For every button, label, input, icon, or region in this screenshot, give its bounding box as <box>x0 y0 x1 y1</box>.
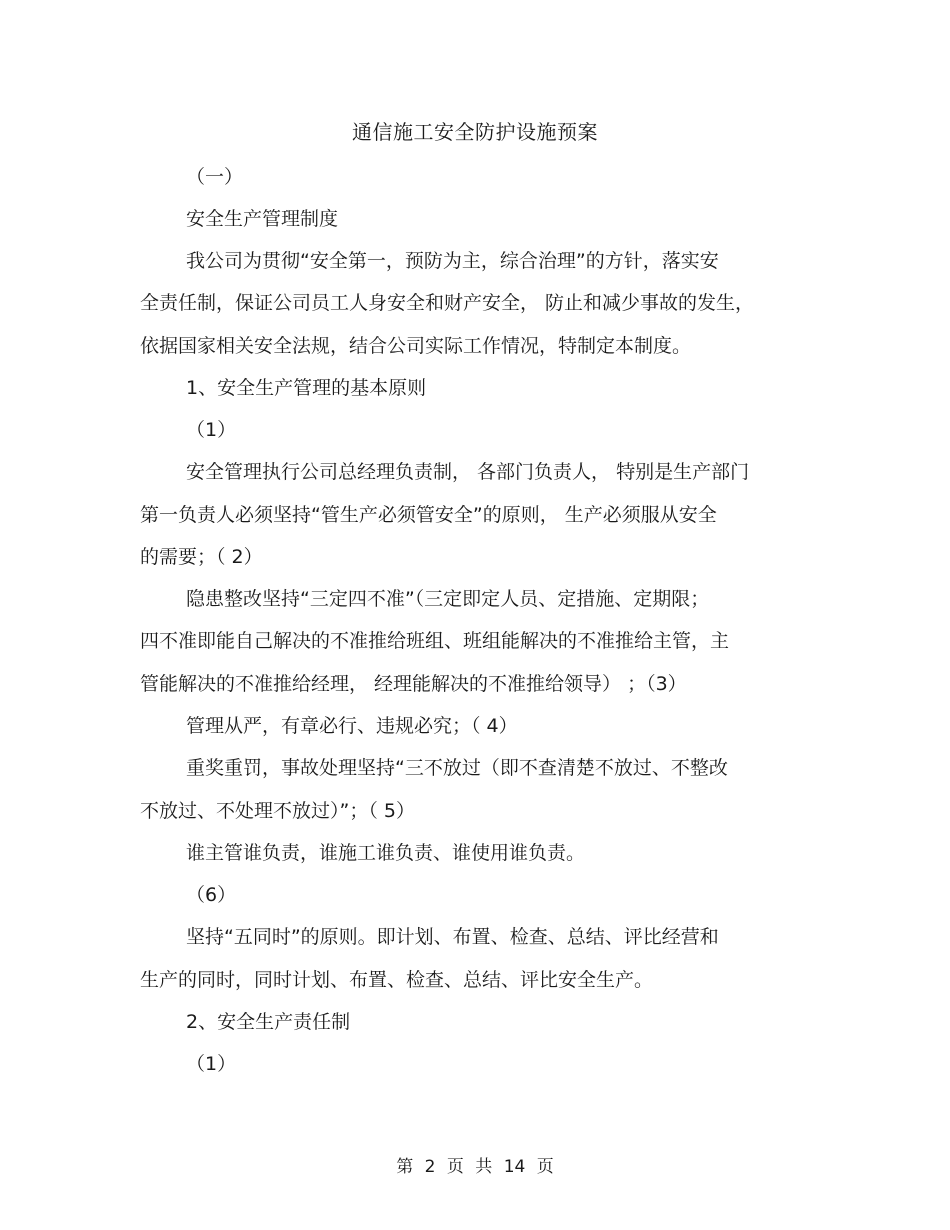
page-number-footer: 第 2 页 共 14 页 <box>396 1157 554 1177</box>
body-line: 的需要；（ 2） <box>140 546 263 568</box>
page-title: 通信施工安全防护设施预案 <box>352 120 598 144</box>
body-line: 四不准即能自己解决的不准推给班组、班组能解决的不准推给主管，主 <box>140 630 730 652</box>
body-line: 重奖重罚，事故处理坚持“三不放过（即不查清楚不放过、不整改 <box>186 757 728 779</box>
body-line: 第一负责人必须坚持“管生产必须管安全”的原则， 生产必须服从安全 <box>140 504 717 526</box>
body-line: （1） <box>186 419 237 441</box>
body-line: 生产的同时，同时计划、布置、检查、总结、评比安全生产。 <box>140 969 654 991</box>
body-line: （一） <box>186 166 244 188</box>
body-line: 不放过、不处理不放过）”；（ 5） <box>140 800 415 822</box>
body-line: 安全生产管理制度 <box>186 208 339 230</box>
body-line: 坚持“五同时”的原则。即计划、布置、检查、总结、评比经营和 <box>186 926 719 948</box>
body-line: 依据国家相关安全法规，结合公司实际工作情况，特制定本制度。 <box>140 335 692 357</box>
body-line: 管理从严，有章必行、违规必究；（ 4） <box>186 715 518 737</box>
body-line: 1、安全生产管理的基本原则 <box>186 377 427 399</box>
body-line: 2、安全生产责任制 <box>186 1011 351 1033</box>
body-line: 全责任制，保证公司员工人身安全和财产安全， 防止和减少事故的发生， <box>140 292 755 314</box>
body-line: 隐患整改坚持“三定四不准”（三定即定人员、定措施、定期限； <box>186 588 710 610</box>
body-line: 我公司为贯彻“安全第一，预防为主，综合治理”的方针，落实安 <box>186 250 719 272</box>
body-line: 安全管理执行公司总经理负责制， 各部门负责人， 特别是生产部门 <box>186 461 750 483</box>
body-line: 管能解决的不准推给经理， 经理能解决的不准推给领导） ；（3） <box>140 673 687 695</box>
body-line: （6） <box>186 884 237 906</box>
body-line: 谁主管谁负责，谁施工谁负责、谁使用谁负责。 <box>186 842 586 864</box>
body-line: （1） <box>186 1053 237 1075</box>
